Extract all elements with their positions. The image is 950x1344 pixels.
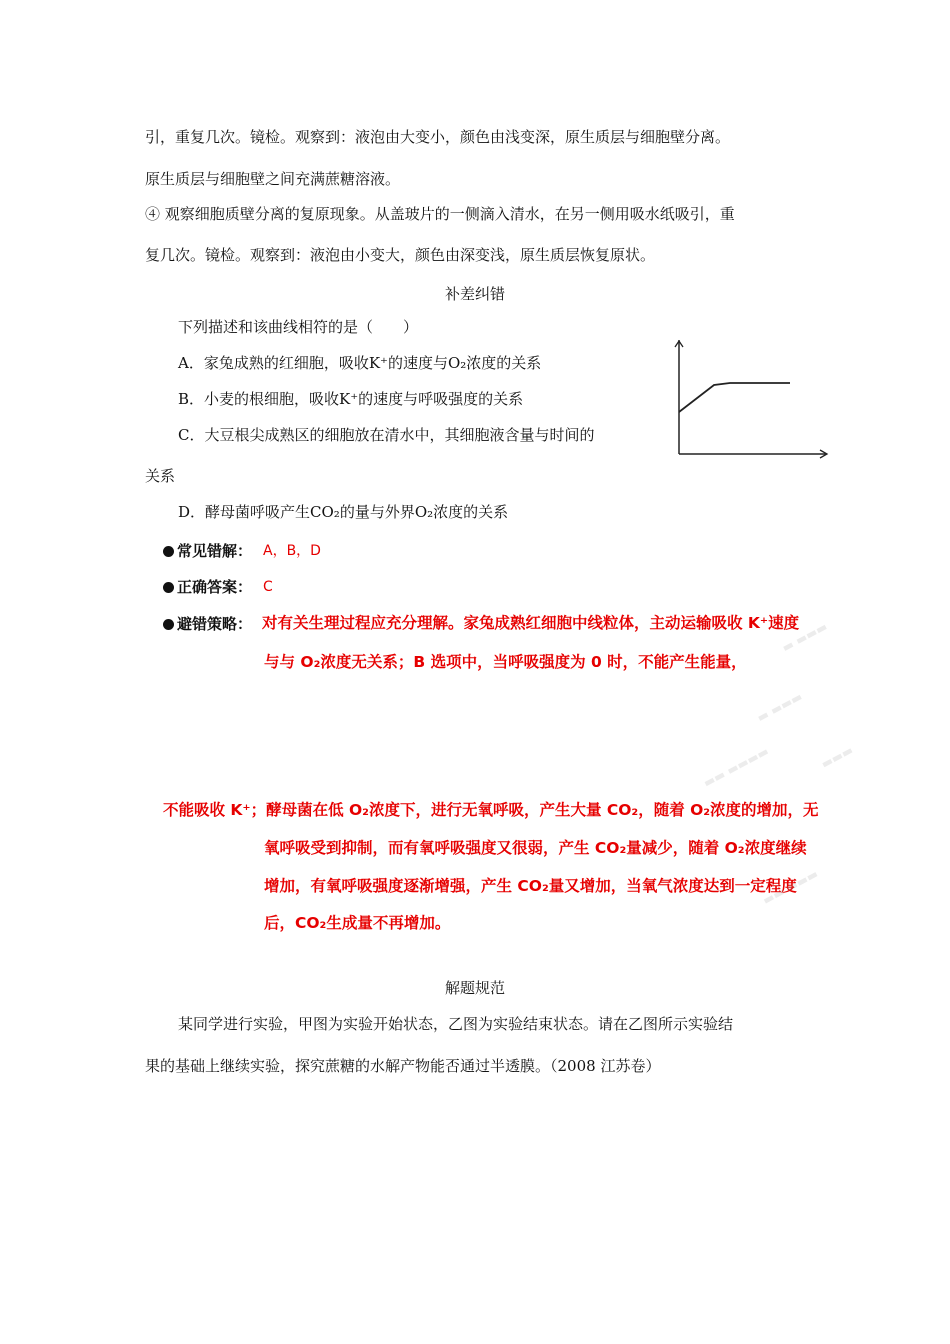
question-stem: 下列描述和该曲线相符的是（ ） [178,318,419,336]
common-errors-label: 常见错解： [163,541,252,561]
watermark-mark: ▬▬ ▬▬▬ [760,866,821,908]
paragraph-line: 某同学进行实验，甲图为实验开始状态，乙图为实验结束状态。请在乙图所示实验结 [178,1015,734,1033]
curve-line [679,383,790,412]
option-c-cont: 关系 [145,467,176,485]
strategy-line: 与与 O₂浓度无关系；B 选项中，当呼吸强度为 0 时，不能产生能量， [264,653,747,671]
section-title: 补差纠错 [444,285,505,303]
watermark-mark: ▬ ▬▬▬ [779,619,830,655]
option-a: A．家兔成熟的红细胞，吸收K⁺的速度与O₂浓度的关系 [178,354,542,372]
strategy-label: 避错策略： [163,614,252,634]
option-c: C．大豆根尖成熟区的细胞放在清水中，其细胞液含量与时间的 [178,426,595,444]
bullet-icon [163,619,174,630]
strategy-line: 对有关生理过程应充分理解。家兔成熟红细胞中线粒体，主动运输吸收 K⁺速度 [262,614,800,632]
watermark-mark: ▬ ▬▬▬ [754,689,805,725]
strategy-line: 增加，有氧呼吸强度逐渐增强，产生 CO₂量又增加，当氧气浓度达到一定程度 [264,877,797,895]
paragraph-line: 原生质层与细胞壁之间充满蔗糖溶液。 [145,170,401,188]
paragraph-line: 果的基础上继续实验，探究蔗糖的水解产物能否通过半透膜。（2008 江苏卷） [145,1057,661,1075]
paragraph-line: 复几次。镜检。观察到：液泡由小变大，颜色由深变浅，原生质层恢复原状。 [145,246,656,264]
paragraph-line: ④ 观察细胞质壁分离的复原现象。从盖玻片的一侧滴入清水，在另一侧用吸水纸吸引，重 [145,205,735,223]
section-title: 解题规范 [444,979,505,997]
strategy-line: 氧呼吸受到抑制，而有氧呼吸强度又很弱，产生 CO₂量减少，随着 O₂浓度继续 [264,839,807,857]
correct-answer-label: 正确答案： [163,577,252,597]
common-errors-value: A，B，D [263,543,321,559]
bullet-icon [163,546,174,557]
watermark-mark: ▬▬ ▬▬▬▬ [700,743,771,791]
correct-answer-value: C [263,579,273,595]
strategy-line: 不能吸收 K⁺；酵母菌在低 O₂浓度下，进行无氧呼吸，产生大量 CO₂，随着 O₂浓度的增加，无 [163,801,819,819]
option-d: D．酵母菌呼吸产生CO₂的量与外界O₂浓度的关系 [178,503,509,521]
paragraph-line: 引，重复几次。镜检。观察到：液泡由大变小，颜色由浅变深，原生质层与细胞壁分离。 [145,128,731,146]
strategy-line: 后，CO₂生成量不再增加。 [264,914,451,932]
curve-graph [670,336,832,462]
option-b: B．小麦的根细胞，吸收K⁺的速度与呼吸强度的关系 [178,390,524,408]
bullet-icon [163,582,174,593]
watermark-mark: ▬▬▬ [818,742,856,772]
